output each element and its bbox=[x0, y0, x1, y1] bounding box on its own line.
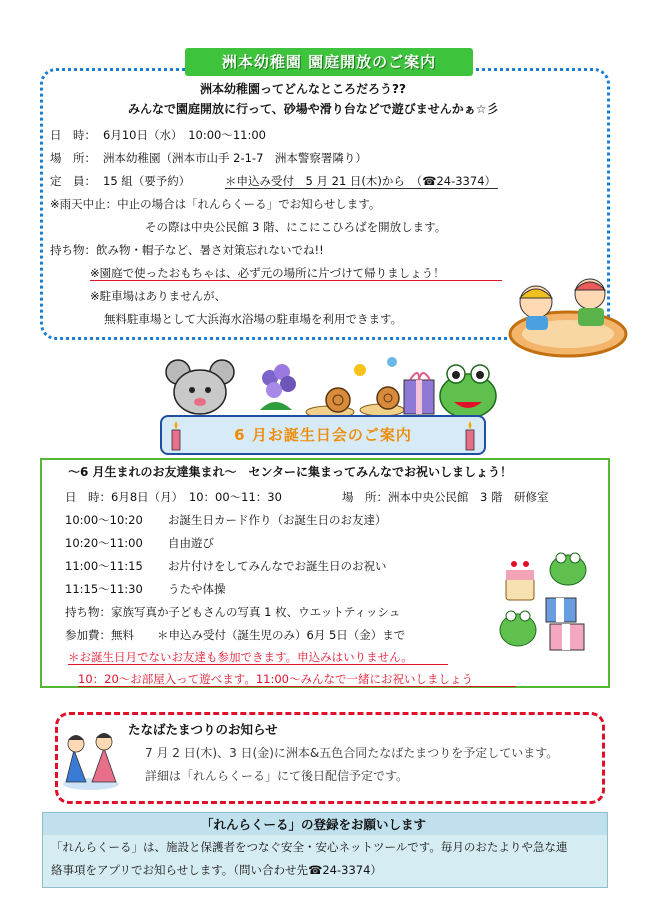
schedule-time-1: 10:00～10:20 bbox=[65, 513, 143, 527]
birthday-date: 日 時：6月8日（月） 10：00～11：30 bbox=[65, 490, 282, 504]
renrakuru-box bbox=[42, 812, 608, 888]
birthday-fee: 参加費：無料 ＊申込み受付（誕生児のみ）6月 5日（金）まで bbox=[65, 628, 406, 642]
candle-icon bbox=[462, 420, 478, 452]
schedule-time-2: 10:20～11:00 bbox=[65, 536, 143, 550]
garden-place-label: 場 所： bbox=[50, 151, 96, 165]
candle-icon bbox=[168, 420, 184, 452]
garden-place-value: 洲本幼稚園（洲本市山手 2-1-7 洲本警察署隣り） bbox=[103, 151, 367, 165]
garden-parking-detail: 無料駐車場として大浜海水浴場の駐車場を利用できます。 bbox=[104, 312, 403, 326]
birthday-banner: 6 月お誕生日会のご案内 bbox=[160, 415, 486, 455]
garden-rain-alt: その際は中央公民館 3 階、にこにこひろばを開放します。 bbox=[145, 220, 447, 234]
garden-items: 持ち物：飲み物・帽子など、暑さ対策忘れないでね!! bbox=[50, 243, 324, 257]
gift-box-icon bbox=[404, 373, 434, 414]
garden-apply-info: ＊申込み受付 5 月 21 日(木)から （☎24-3374） bbox=[225, 174, 497, 188]
birthday-decor-illustration bbox=[160, 350, 500, 425]
garden-rain-note: ※雨天中止：中止の場合は「れんらくーる」でお知らせします。 bbox=[50, 197, 381, 211]
sandbox-children-illustration bbox=[498, 272, 628, 362]
tanabata-couple-illustration bbox=[60, 720, 122, 792]
garden-open-banner: 洲本幼稚園 園庭開放のご案内 bbox=[185, 48, 473, 76]
garden-date-label: 日 時： bbox=[50, 128, 96, 142]
birthday-note-1: ＊お誕生日月でないお友達も参加できます。申込みはいりません。 bbox=[68, 650, 448, 665]
birthday-note-2: 10：20～お部屋入って遊べます。11:00～みんなで一緒にお祝いしましょう bbox=[78, 672, 516, 687]
garden-toys-note: ※園庭で使ったおもちゃは、必ず元の場所に片づけて帰りましょう！ bbox=[90, 266, 502, 281]
garden-capacity-value: 15 組（要予約） bbox=[103, 174, 191, 188]
hydrangea-icon bbox=[260, 364, 296, 410]
schedule-time-4: 11:15～11:30 bbox=[65, 582, 143, 596]
schedule-activity-1: お誕生日カード作り（お誕生日のお友達） bbox=[168, 513, 387, 527]
mouse-icon bbox=[166, 360, 234, 414]
garden-date-value: 6月10日（水） 10:00～11:00 bbox=[103, 128, 266, 142]
flower-icon bbox=[387, 357, 397, 367]
birthday-place: 場 所：洲本中央公民館 3 階 研修室 bbox=[342, 490, 549, 504]
garden-heading-2: みんなで園庭開放に行って、砂場や滑り台などで遊びませんかぁ☆彡 bbox=[128, 102, 499, 116]
schedule-activity-3: お片付けをしてみんなでお誕生日のお祝い bbox=[168, 559, 387, 573]
garden-capacity-label: 定 員： bbox=[50, 174, 96, 188]
schedule-activity-2: 自由遊び bbox=[168, 536, 214, 550]
renrakuru-line-2: 絡事項をアプリでお知らせします。（問い合わせ先☎24-3374） bbox=[51, 863, 382, 877]
garden-parking-note: ※駐車場はありませんが、 bbox=[90, 289, 227, 303]
birthday-heading: ～6 月生まれのお友達集まれ～ センターに集まってみんなでお祝いしましょう！ bbox=[68, 465, 513, 479]
snail-icon bbox=[306, 387, 404, 418]
flower-icon bbox=[354, 364, 366, 376]
birthday-items: 持ち物：家族写真か子どもさんの写真 1 枚、ウエットティッシュ bbox=[65, 605, 401, 619]
renrakuru-title: 「れんらくーる」の登録をお願いします bbox=[201, 817, 427, 832]
garden-heading-1: 洲本幼稚園ってどんなところだろう?? bbox=[200, 82, 406, 96]
birthday-frogs-illustration bbox=[488, 540, 598, 660]
frog-icon bbox=[440, 365, 496, 418]
schedule-activity-4: うたや体操 bbox=[168, 582, 226, 596]
tanabata-title: たなばたまつりのお知らせ bbox=[128, 722, 278, 737]
tanabata-line-2: 詳細は「れんらくーる」にて後日配信予定です。 bbox=[145, 769, 409, 783]
renrakuru-line-1: 「れんらくーる」は、施設と保護者をつなぐ安全・安心ネットツールです。毎月のおたよりや急な連 bbox=[51, 840, 568, 854]
schedule-time-3: 11:00～11:15 bbox=[65, 559, 143, 573]
tanabata-line-1: 7 月 2 日(木)、3 日(金)に洲本&五色合同たなばたまつりを予定しています。 bbox=[145, 746, 559, 760]
